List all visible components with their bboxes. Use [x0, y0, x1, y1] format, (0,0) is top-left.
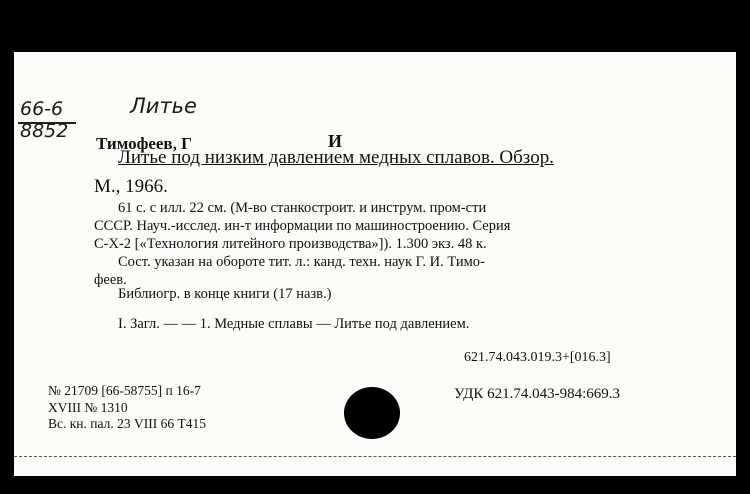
tracings: I. Загл. — — 1. Медные сплавы — Литье под давлением. — [118, 316, 470, 332]
note-line-2: феев. — [94, 272, 127, 288]
order-number: № 21709 [66-58755] п 16-7 — [48, 383, 201, 398]
author-heading: Тимофеев, Г — [96, 134, 192, 153]
handwritten-shelfmark-top: 66-6 — [20, 98, 64, 120]
imprint-line: М., 1966. — [94, 176, 168, 197]
handwritten-subject: Литье — [130, 94, 197, 118]
note-line: Сост. указан на обороте тит. л.: канд. техн. наук Г. И. Тимо- — [118, 254, 485, 270]
author-initial: И — [328, 131, 343, 151]
series-line-2: С-Х-2 [«Технология литейного производства»]). 1.300 экз. 48 к. — [94, 236, 487, 252]
bibliography-note: Библиогр. в конце книги (17 назв.) — [118, 286, 332, 302]
udc-number: УДК 621.74.043-984:669.3 — [454, 386, 621, 402]
chamber-line: Вс. кн. пал. 23 VIII 66 Т415 — [48, 416, 206, 431]
classification-number: 621.74.043.019.3+[016.3] — [464, 350, 611, 365]
punch-hole — [344, 387, 400, 439]
title-line: Литье под низким давлением медных сплавов. Обзор. — [118, 147, 554, 168]
collation-line: 61 с. с илл. 22 см. (М-во станкостроит. и инструм. пром-сти — [118, 200, 487, 216]
card-bottom-rule — [14, 456, 736, 457]
series-line: СССР. Науч.-исслед. ин-т информации по машиностроению. Серия — [94, 218, 511, 234]
register-number: XVIII № 1310 — [48, 400, 128, 415]
handwritten-shelfmark-bottom: 8852 — [20, 120, 69, 142]
